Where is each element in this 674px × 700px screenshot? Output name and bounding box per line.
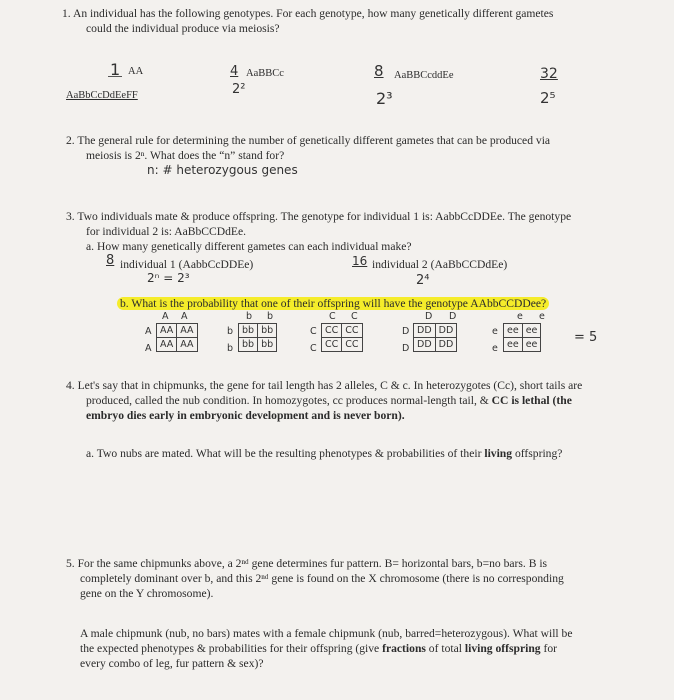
punnett-square-b: bb bb bb bb	[238, 323, 277, 352]
q3-ind2: individual 2 (AaBbCCDdEe)	[372, 258, 508, 271]
q5-line2: completely dominant over b, and this 2ⁿᵈ gene is found on the X chromosome (there is no corresponding	[80, 572, 564, 585]
q1-answer-1: 1	[110, 60, 121, 79]
q1-line1: 1. An individual has the following genotypes. For each genotype, how many genetically different gametes	[62, 7, 554, 20]
q1-genotype-1: AA	[128, 66, 144, 77]
q2-answer: n: # heterozygous genes	[147, 163, 298, 177]
q1-work-2: 2²	[232, 82, 246, 97]
q2-line1: 2. The general rule for determining the number of genetically different gametes that can be produced via	[66, 134, 551, 147]
q1-answer-2: 4	[230, 64, 239, 79]
punnett-result: = 5	[574, 330, 598, 345]
q3-ind2-work: 2⁴	[416, 273, 430, 288]
q4-line1: 4. Let's say that in chipmunks, the gene for tail length has 2 alleles, C & c. In heterozygotes (Cc), short tails are	[66, 379, 583, 392]
q3-line1: 3. Two individuals mate & produce offspring. The genotype for individual 1 is: AabbCcDDEe. The genotype	[66, 210, 572, 223]
punnett-square-d: DD DD DD DD	[413, 323, 457, 352]
punnett-square-a: AA AA AA AA	[156, 323, 198, 352]
q5-line1: 5. For the same chipmunks above, a 2ⁿᵈ gene determines fur pattern. B= horizontal bars, b=no bars. B is	[66, 557, 548, 570]
punnett-square-e: ee ee ee ee	[503, 323, 541, 352]
q4-line2: produced, called the nub condition. In homozygotes, cc produces normal-length tail, & CC is lethal (the	[86, 394, 572, 407]
q1-line2: could the individual produce via meiosis?	[86, 22, 280, 35]
q3-part-b: b. What is the probability that one of their offspring will have the genotype AAbbCCDDee?	[117, 296, 549, 311]
q1-genotype-1b: AaBbCcDdEeFF	[66, 90, 138, 101]
q5-line3: gene on the Y chromosome).	[80, 587, 214, 600]
q4-part-a: a. Two nubs are mated. What will be the resulting phenotypes & probabilities of their living offspring?	[86, 447, 563, 460]
q3-line2: for individual 2 is: AaBbCCDdEe.	[86, 225, 247, 238]
q5-para-1: A male chipmunk (nub, no bars) mates with a female chipmunk (nub, barred=heterozygous). What will be	[80, 627, 573, 640]
q4-line3: embryo dies early in embryonic development and is never born).	[86, 409, 405, 422]
q5-para-3: every combo of leg, fur pattern & sex)?	[80, 657, 264, 670]
q5-para-2: the expected phenotypes & probabilities for their offspring (give fractions of total living offspring for	[80, 642, 557, 655]
q3-ind1-work: 2ⁿ = 2³	[147, 271, 190, 285]
q2-line2: meiosis is 2ⁿ. What does the “n” stand for?	[86, 149, 285, 162]
q1-answer-3: 8	[374, 62, 384, 80]
q3-ind1-answer: 8	[106, 253, 115, 268]
punnett-square-c: CC CC CC CC	[321, 323, 363, 352]
q1-work-4: 2⁵	[540, 89, 556, 107]
q3-ind2-answer: 16	[352, 254, 368, 268]
q1-genotype-3: AaBBCcddEe	[394, 70, 454, 81]
q3-ind1: individual 1 (AabbCcDDEe)	[120, 258, 254, 271]
q1-genotype-2: AaBBCc	[246, 68, 284, 79]
q1-answer-4: 32	[540, 66, 558, 82]
q3-part-a: a. How many genetically different gametes can each individual make?	[86, 240, 412, 253]
q1-work-3: 2³	[376, 89, 393, 108]
